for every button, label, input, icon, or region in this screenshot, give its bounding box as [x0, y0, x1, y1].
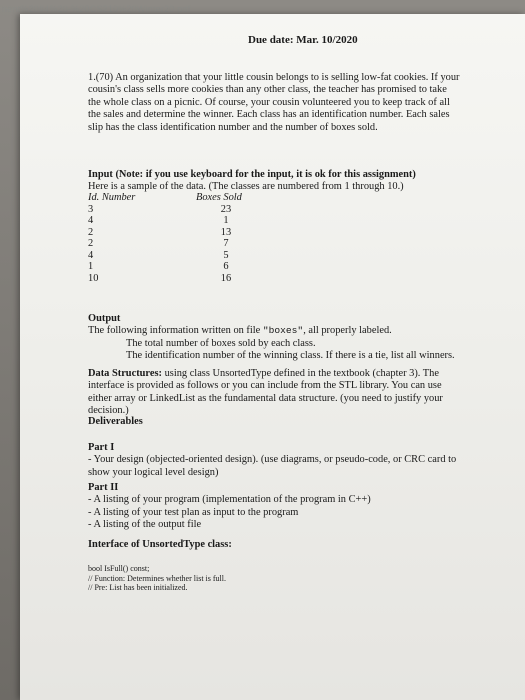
part-2-line: - A listing of your test plan as input to the program	[88, 506, 299, 518]
output-item: The identification number of the winning class. If there is a tie, list all winners.	[126, 350, 455, 362]
table-row	[88, 238, 288, 250]
table-row	[88, 215, 288, 227]
interface-heading: Interface of UnsortedType class:	[88, 539, 232, 550]
ds-line	[88, 368, 488, 380]
ds-line: interface is provided as follows or you can include from the STL library. You can use	[88, 380, 442, 392]
part-1-label: Part I	[88, 442, 115, 453]
output-description	[88, 325, 498, 337]
cell-boxes: 7	[223, 238, 229, 249]
input-sample-note: Here is a sample of the data. (The classes are numbered from 1 through 10.)	[88, 181, 404, 193]
q1-line: the whole class on a picnic. Of course, your cousin volunteered you to keep track of all	[88, 96, 450, 108]
input-section	[88, 169, 498, 194]
output-section	[88, 313, 498, 363]
code-line: // Function: Determines whether list is full.	[88, 573, 226, 583]
q1-line: slip has the class identification number and the number of boxes sold.	[88, 121, 378, 133]
pdf-file-name: nent%20#4%20-%20CS210%20Winter20.pdf	[2, 4, 191, 14]
part-1	[88, 442, 488, 479]
cell-id: 1	[88, 261, 94, 272]
q1-line: 1.(70) An organization that your little cousin belongs to is selling low-fat cookies. If your	[88, 72, 460, 83]
data-structures-section	[88, 368, 488, 418]
cell-id: 4	[88, 249, 94, 261]
output-text-post: , all properly labeled.	[303, 325, 392, 337]
sample-data-table	[88, 192, 288, 284]
due-date: Due date: Mar. 10/2020	[248, 34, 358, 46]
cell-id: 10	[88, 272, 99, 284]
cell-id: 4	[88, 215, 94, 226]
part-2	[88, 482, 488, 532]
part-1-line: show your logical level design)	[88, 466, 219, 478]
cell-boxes: 16	[220, 272, 232, 284]
document-page	[20, 14, 525, 700]
col-id-header: Id. Number	[88, 192, 136, 203]
table-header	[88, 192, 288, 204]
ds-line: either array or LinkedList as the fundamental data structure. (you need to justify your	[88, 392, 443, 404]
part-1-line: - Your design (objected-oriented design). (use diagrams, or pseudo-code, or CRC card to	[88, 454, 457, 466]
ds-text: using class UnsortedType defined in the textbook (chapter 3). The	[161, 368, 439, 379]
table-row	[88, 204, 288, 216]
part-2-line: - A listing of your program (implementation of the program in C++)	[88, 494, 371, 506]
ds-label: Data Structures:	[88, 368, 162, 379]
cell-boxes: 1	[223, 215, 229, 226]
col-boxes-header: Boxes Sold	[196, 192, 242, 203]
deliverables-heading: Deliverables	[88, 416, 143, 427]
cell-id: 3	[88, 203, 94, 215]
table-row	[88, 273, 288, 285]
table-row	[88, 227, 288, 239]
code-line: bool IsFull() const;	[88, 564, 150, 573]
cell-id: 2	[88, 226, 94, 238]
output-text-pre: The following information written on file	[88, 325, 263, 337]
cell-boxes: 23	[220, 203, 232, 215]
q1-line: cousin's class sells more cookies than any other class, the teacher has promised to take	[88, 84, 447, 96]
table-row	[88, 250, 288, 262]
code-block	[88, 564, 226, 593]
input-heading: Input (Note: if you use keyboard for the input, it is ok for this assignment)	[88, 169, 416, 180]
ds-line: decision.)	[88, 405, 129, 417]
cell-boxes: 6	[223, 261, 229, 272]
output-heading: Output	[88, 313, 121, 324]
part-2-line: - A listing of the output file	[88, 519, 202, 531]
part-2-label: Part II	[88, 482, 119, 493]
output-file-name: "boxes"	[262, 325, 304, 337]
code-line: // Pre: List has been initialized.	[88, 583, 188, 592]
output-item: The total number of boxes sold by each class.	[126, 337, 316, 349]
cell-id: 2	[88, 238, 94, 249]
question-1	[88, 72, 498, 134]
cell-boxes: 5	[223, 249, 229, 261]
cell-boxes: 13	[220, 226, 232, 238]
q1-line: the sales and determine the winner. Each class has an identification number. Each sales	[88, 109, 450, 121]
table-row	[88, 261, 288, 273]
